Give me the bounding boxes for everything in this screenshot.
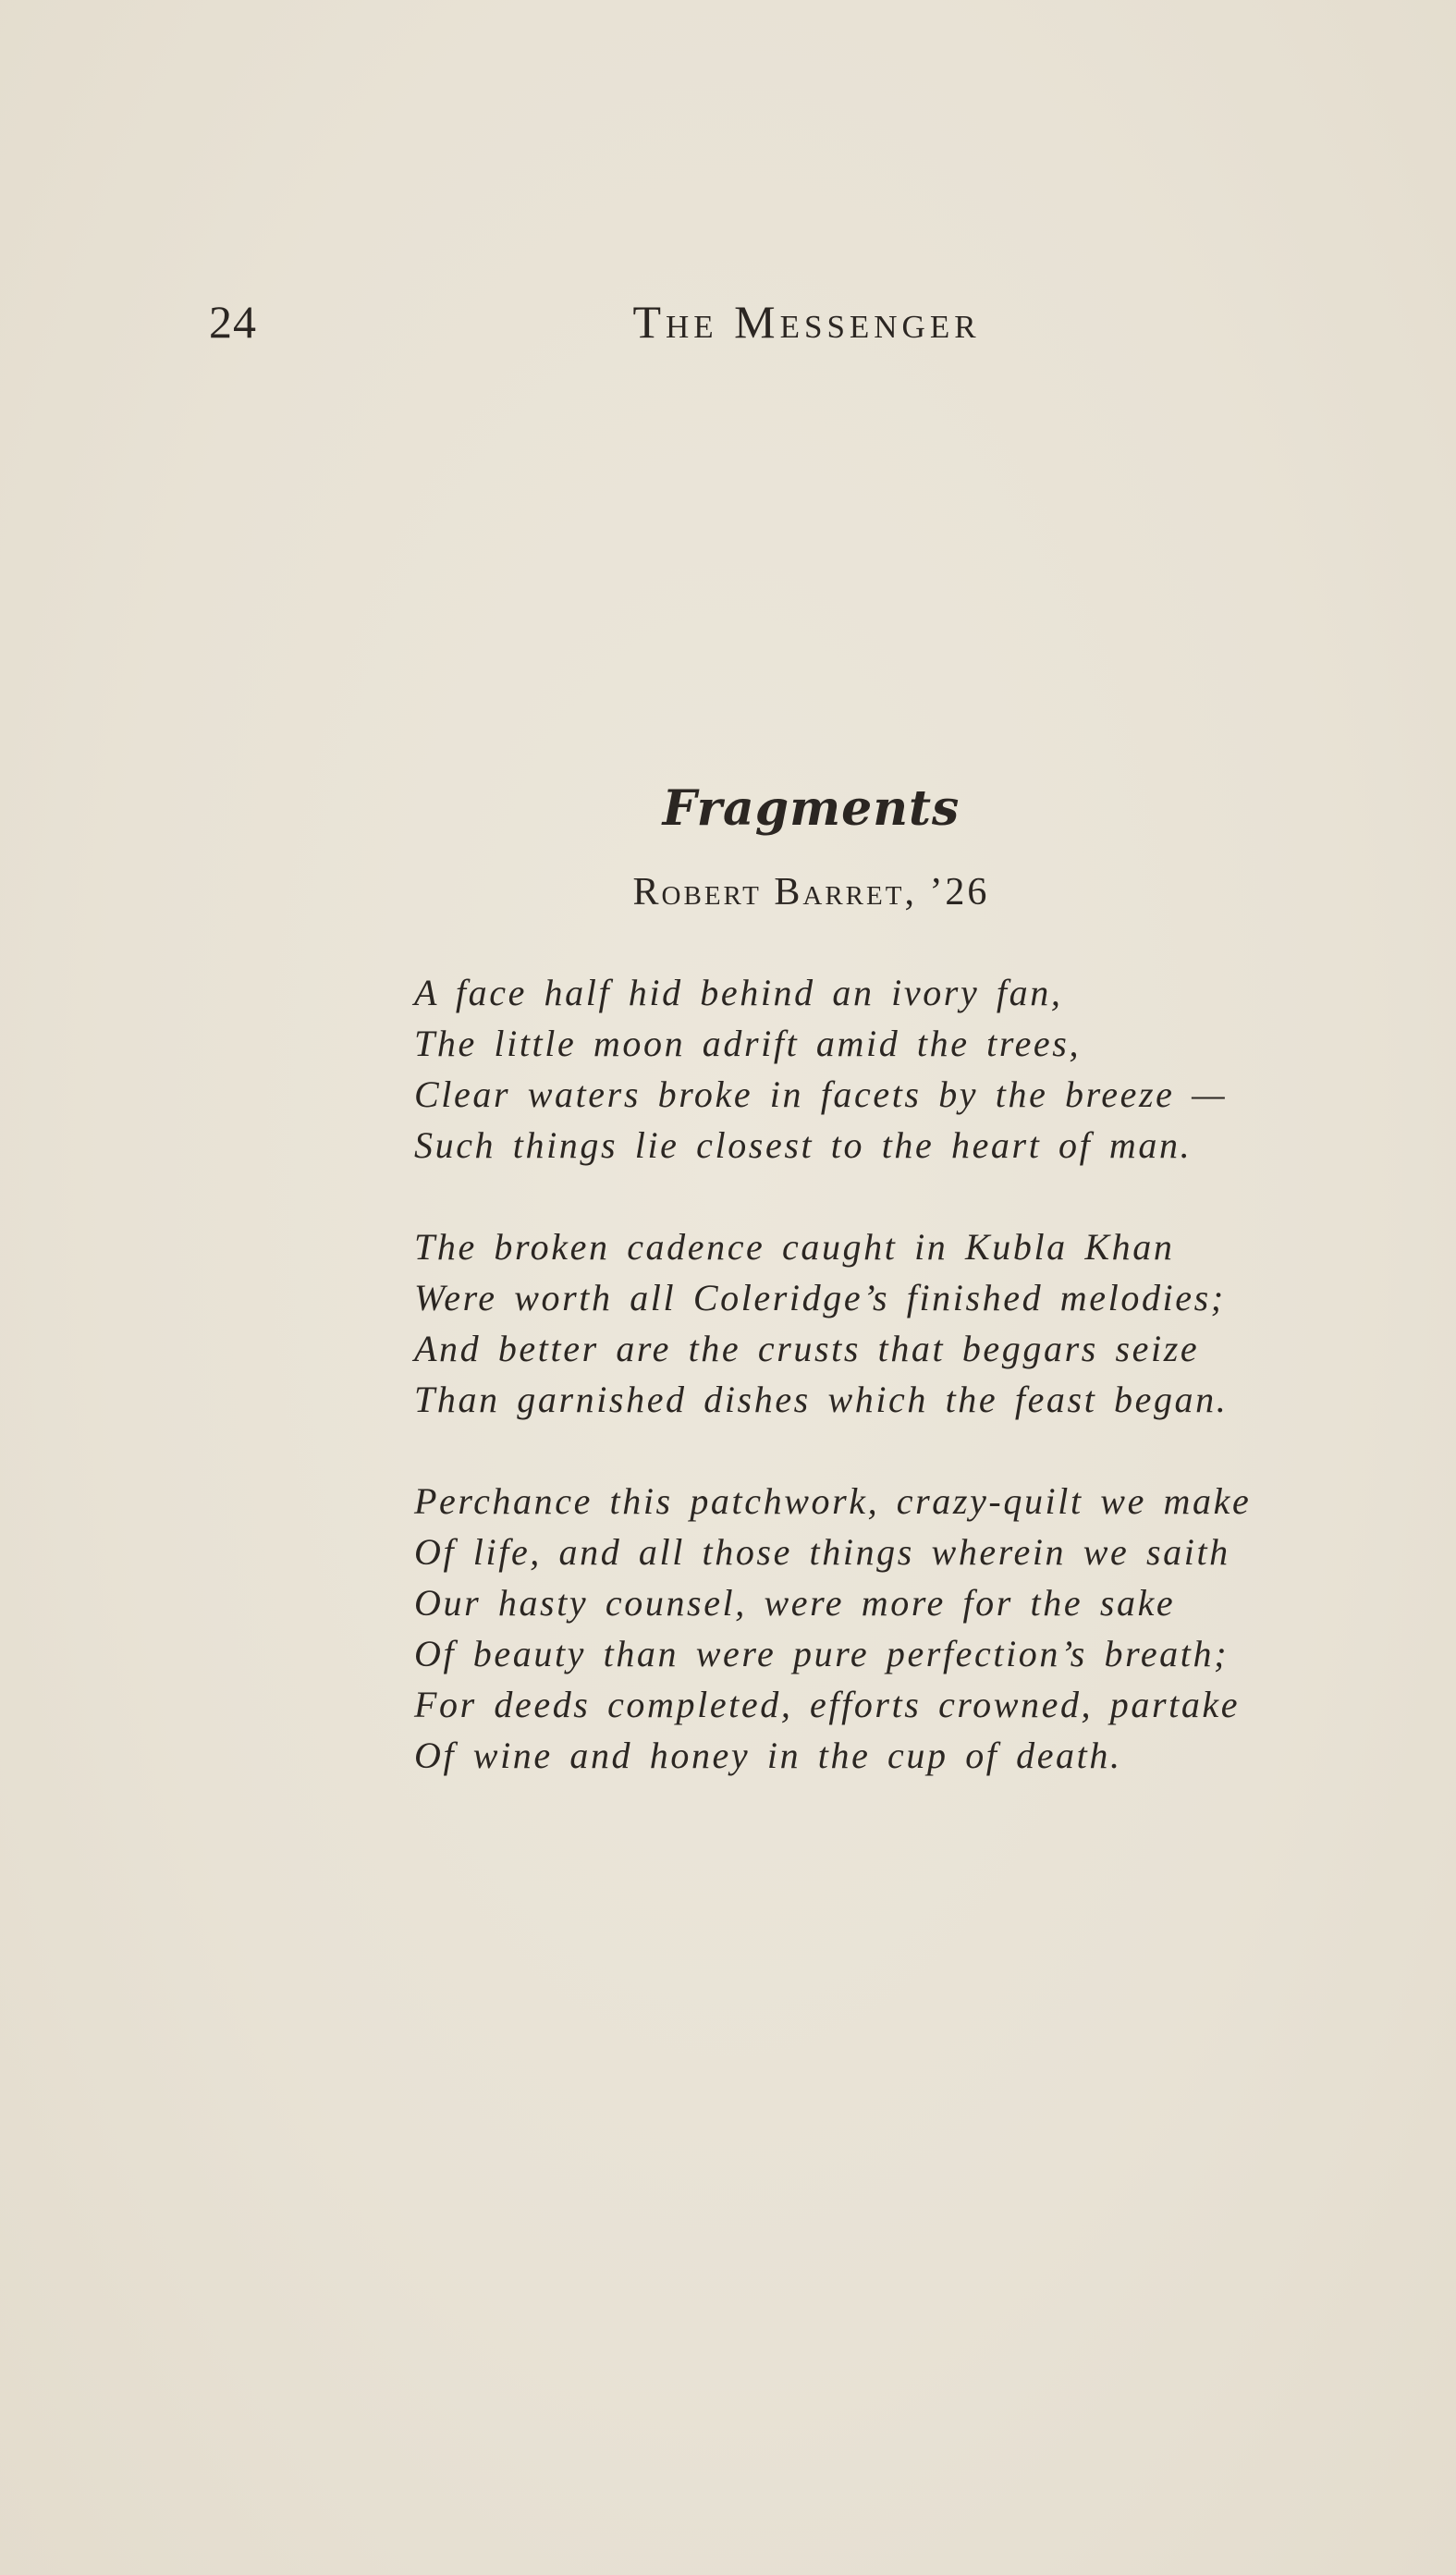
verse-line: Of wine and honey in the cup of death.: [414, 1735, 1122, 1776]
verse-line: Than garnished dishes which the feast began.: [414, 1379, 1229, 1420]
verse-line: Of life, and all those things wherein we saith: [414, 1531, 1230, 1573]
verse-line: And better are the crusts that beggars seize: [414, 1328, 1200, 1369]
verse-line: Were worth all Coleridge’s finished melodies;: [414, 1277, 1226, 1318]
verse-line: A face half hid behind an ivory fan,: [414, 972, 1063, 1013]
verse-line: Our hasty counsel, were more for the sake: [414, 1582, 1176, 1624]
page-number: 24: [209, 296, 257, 348]
verse-line: Perchance this patchwork, crazy-quilt we make: [414, 1480, 1252, 1522]
verse-line: The little moon adrift amid the trees,: [414, 1023, 1082, 1064]
stanza: [414, 1221, 1320, 1425]
running-head: The Messenger: [632, 296, 981, 348]
verse-line: Clear waters broke in facets by the breeze —: [414, 1073, 1228, 1115]
verse-line: For deeds completed, efforts crowned, partake: [414, 1684, 1241, 1725]
poem-title: Fragments: [662, 780, 960, 837]
stanza: [414, 1476, 1320, 1781]
poem-author: Robert Barret, ’26: [632, 871, 990, 914]
verse-line: Such things lie closest to the heart of man.: [414, 1124, 1193, 1166]
verse-line: Of beauty than were pure perfection’s breath;: [414, 1633, 1230, 1674]
stanza: [414, 967, 1320, 1171]
verse-line: The broken cadence caught in Kubla Khan: [414, 1226, 1175, 1268]
poem-body: [414, 967, 1320, 1832]
